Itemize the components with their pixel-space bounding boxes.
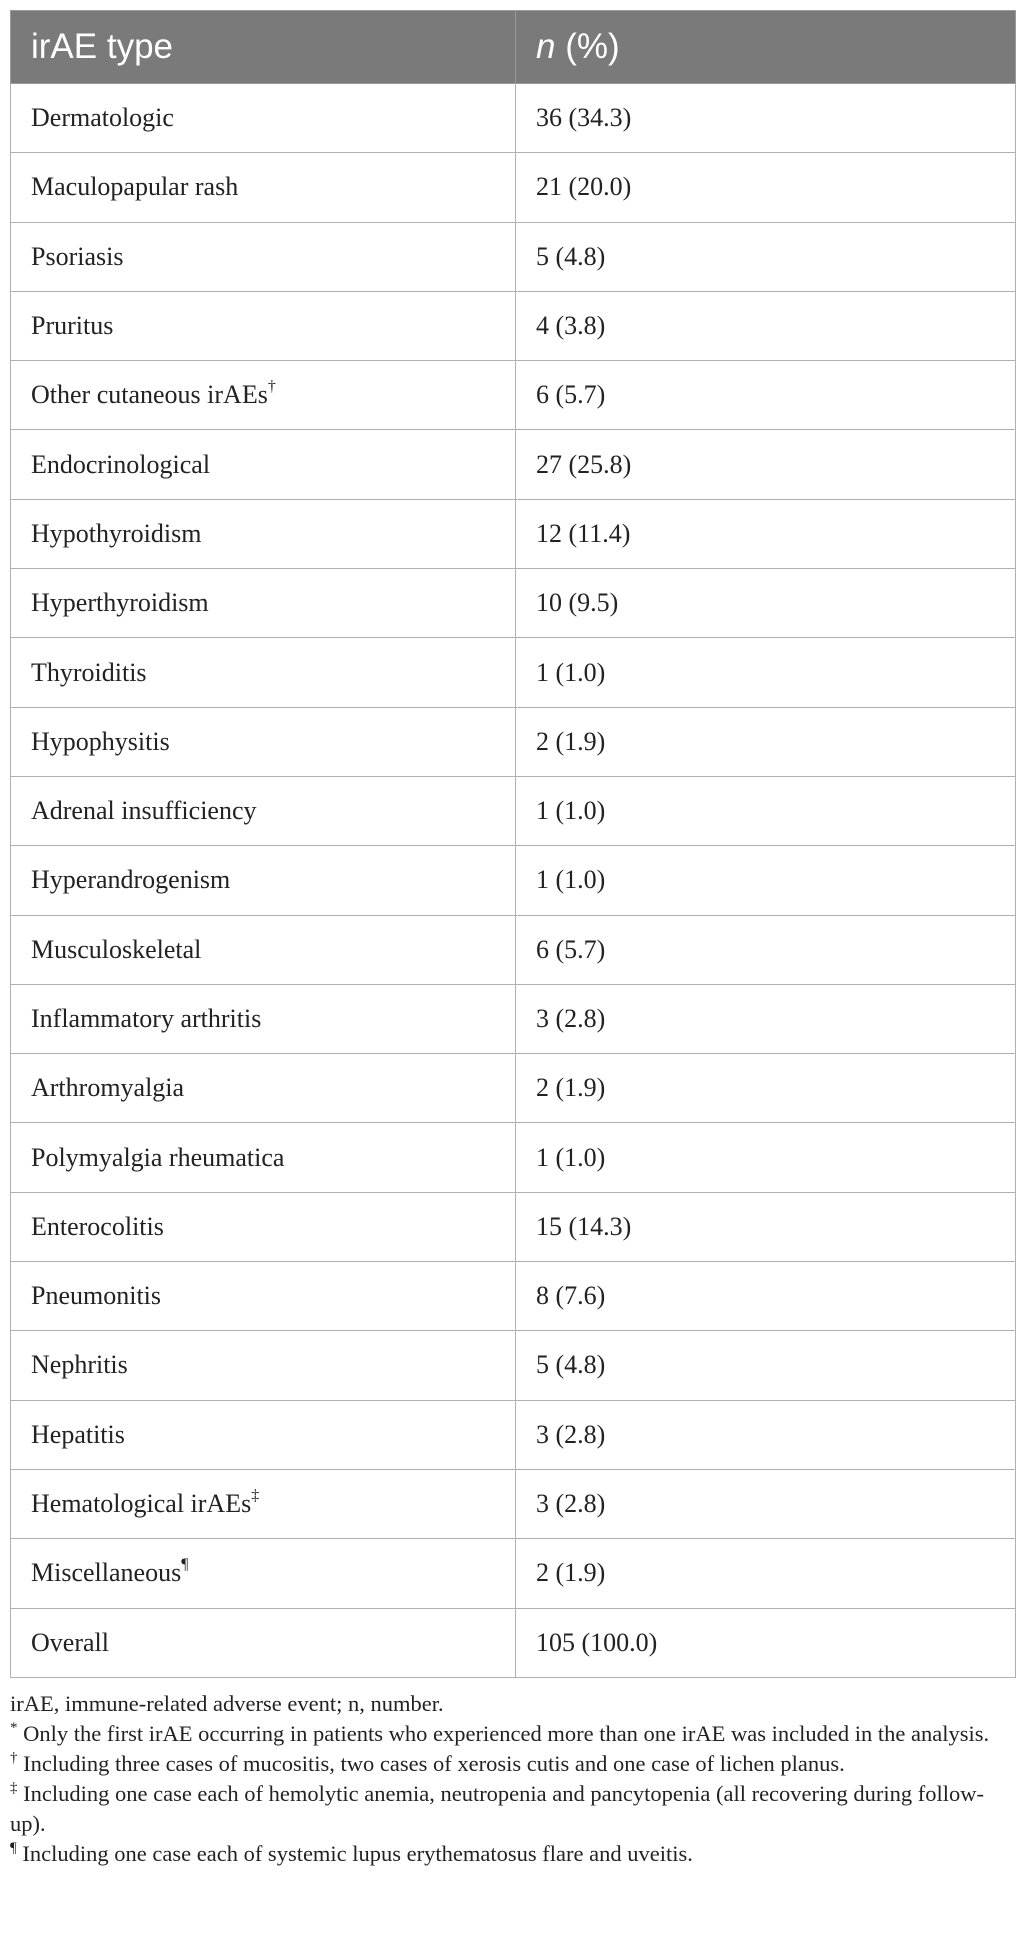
cell-irae-type [11, 638, 516, 707]
footnote-marker: ‡ [10, 1780, 18, 1796]
cell-n-percent: 3 (2.8) [516, 984, 1016, 1053]
footnote-marker: † [267, 378, 276, 396]
cell-irae-type [11, 1123, 516, 1192]
table-row [11, 1331, 1016, 1400]
cell-n-percent: 12 (11.4) [516, 499, 1016, 568]
cell-irae-type [11, 1054, 516, 1123]
footnote-text: Including one case each of systemic lupus erythematosus flare and uveitis. [16, 1841, 693, 1866]
irae-type-text: Pruritus [31, 311, 114, 341]
irae-type-text: Dermatologic [31, 103, 174, 133]
header-n-percent [516, 11, 1016, 84]
header-row [11, 11, 1016, 84]
cell-irae-type [11, 499, 516, 568]
cell-n-percent: 3 (2.8) [516, 1469, 1016, 1538]
table-row [11, 84, 1016, 153]
cell-irae-type [11, 1262, 516, 1331]
cell-n-percent: 2 (1.9) [516, 1539, 1016, 1608]
cell-n-percent: 27 (25.8) [516, 430, 1016, 499]
footnote-marker: * [10, 1720, 18, 1736]
cell-n-percent: 2 (1.9) [516, 1054, 1016, 1123]
table-row [11, 430, 1016, 499]
footnote-text: Only the first irAE occurring in patients who experienced more than one irAE was included in the analysis. [17, 1721, 990, 1746]
cell-n-percent: 10 (9.5) [516, 569, 1016, 638]
header-irae-type-label: irAE type [31, 27, 173, 66]
cell-n-percent: 2 (1.9) [516, 707, 1016, 776]
cell-irae-type [11, 361, 516, 430]
table-row [11, 984, 1016, 1053]
cell-irae-type [11, 984, 516, 1053]
table-header [11, 11, 1016, 84]
footnote [10, 1719, 1015, 1749]
irae-type-text: Endocrinological [31, 449, 211, 479]
table-row [11, 1192, 1016, 1261]
cell-irae-type [11, 84, 516, 153]
cell-irae-type [11, 776, 516, 845]
irae-type-text: Hepatitis [31, 1419, 125, 1449]
cell-irae-type [11, 1400, 516, 1469]
irae-type-text: Overall [31, 1627, 109, 1657]
table-row [11, 361, 1016, 430]
cell-n-percent: 21 (20.0) [516, 153, 1016, 222]
irae-type-text: Adrenal insufficiency [31, 796, 257, 826]
irae-type-text: Hematological irAEs [31, 1489, 252, 1519]
cell-n-percent: 15 (14.3) [516, 1192, 1016, 1261]
cell-irae-type [11, 153, 516, 222]
table-row [11, 1123, 1016, 1192]
cell-n-percent: 1 (1.0) [516, 1123, 1016, 1192]
cell-n-percent: 6 (5.7) [516, 361, 1016, 430]
cell-n-percent: 1 (1.0) [516, 846, 1016, 915]
cell-irae-type [11, 846, 516, 915]
irae-type-text: Hyperthyroidism [31, 588, 209, 618]
footnote-text: Including three cases of mucositis, two cases of xerosis cutis and one case of lichen planus. [17, 1751, 845, 1776]
table-row [11, 707, 1016, 776]
irae-type-text: Arthromyalgia [31, 1073, 185, 1103]
cell-irae-type [11, 569, 516, 638]
cell-n-percent: 105 (100.0) [516, 1608, 1016, 1677]
table-row [11, 1539, 1016, 1608]
table-row [11, 499, 1016, 568]
irae-type-text: Inflammatory arthritis [31, 1004, 262, 1033]
irae-type-text: Pneumonitis [31, 1281, 162, 1311]
irae-type-text: Enterocolitis [31, 1211, 164, 1241]
cell-irae-type [11, 222, 516, 291]
table-row [11, 153, 1016, 222]
cell-irae-type [11, 707, 516, 776]
cell-irae-type [11, 430, 516, 499]
cell-irae-type [11, 1469, 516, 1538]
irae-type-text: Hyperandrogenism [31, 865, 231, 895]
table-row [11, 1469, 1016, 1538]
cell-irae-type [11, 1539, 516, 1608]
cell-n-percent: 6 (5.7) [516, 915, 1016, 984]
table-row [11, 1262, 1016, 1331]
cell-n-percent: 36 (34.3) [516, 84, 1016, 153]
irae-type-text: Hypothyroidism [31, 518, 202, 548]
irae-table-container [10, 10, 1015, 1678]
header-n-label: n [536, 27, 556, 66]
irae-type-text: Polymyalgia rheumatica [31, 1142, 285, 1172]
irae-table [10, 10, 1016, 1678]
table-row [11, 846, 1016, 915]
cell-irae-type [11, 1608, 516, 1677]
table-row [11, 1608, 1016, 1677]
irae-type-text: Nephritis [31, 1350, 128, 1380]
irae-type-text: Musculoskeletal [31, 934, 202, 964]
footnote-text: Including one case each of hemolytic anemia, neutropenia and pancytopenia (all recovering during follow-up). [10, 1781, 985, 1836]
irae-type-text: Psoriasis [31, 241, 124, 271]
cell-irae-type [11, 1331, 516, 1400]
cell-n-percent: 1 (1.0) [516, 638, 1016, 707]
table-row [11, 1054, 1016, 1123]
table-row [11, 638, 1016, 707]
cell-n-percent: 8 (7.6) [516, 1262, 1016, 1331]
irae-type-text: Hypophysitis [31, 726, 170, 756]
irae-type-text: Other cutaneous irAEs [31, 380, 268, 410]
footnote-marker: ¶ [10, 1840, 17, 1856]
irae-type-text: Maculopapular rash [31, 172, 239, 202]
cell-n-percent: 5 (4.8) [516, 1331, 1016, 1400]
footnote [10, 1749, 1015, 1779]
footnote [10, 1689, 1015, 1719]
cell-irae-type [11, 1192, 516, 1261]
cell-irae-type [11, 291, 516, 360]
cell-n-percent: 1 (1.0) [516, 776, 1016, 845]
cell-n-percent: 5 (4.8) [516, 222, 1016, 291]
footnote-text: irAE, immune-related adverse event; n, number. [10, 1691, 444, 1716]
table-row [11, 1400, 1016, 1469]
irae-type-text: Miscellaneous [31, 1558, 182, 1588]
footnote [10, 1779, 1015, 1839]
table-row [11, 915, 1016, 984]
footnote-marker: † [10, 1750, 18, 1766]
cell-n-percent: 3 (2.8) [516, 1400, 1016, 1469]
header-irae-type [11, 11, 516, 84]
cell-irae-type [11, 915, 516, 984]
table-row [11, 291, 1016, 360]
footnote-marker: ¶ [181, 1556, 189, 1574]
table-row [11, 569, 1016, 638]
cell-n-percent: 4 (3.8) [516, 291, 1016, 360]
table-footnotes [10, 1689, 1015, 1869]
table-body [11, 84, 1016, 1678]
table-row [11, 776, 1016, 845]
header-percent-label: (%) [555, 27, 620, 66]
irae-type-text: Thyroiditis [31, 657, 147, 687]
table-row [11, 222, 1016, 291]
footnote [10, 1839, 1015, 1869]
footnote-marker: ‡ [251, 1487, 260, 1505]
